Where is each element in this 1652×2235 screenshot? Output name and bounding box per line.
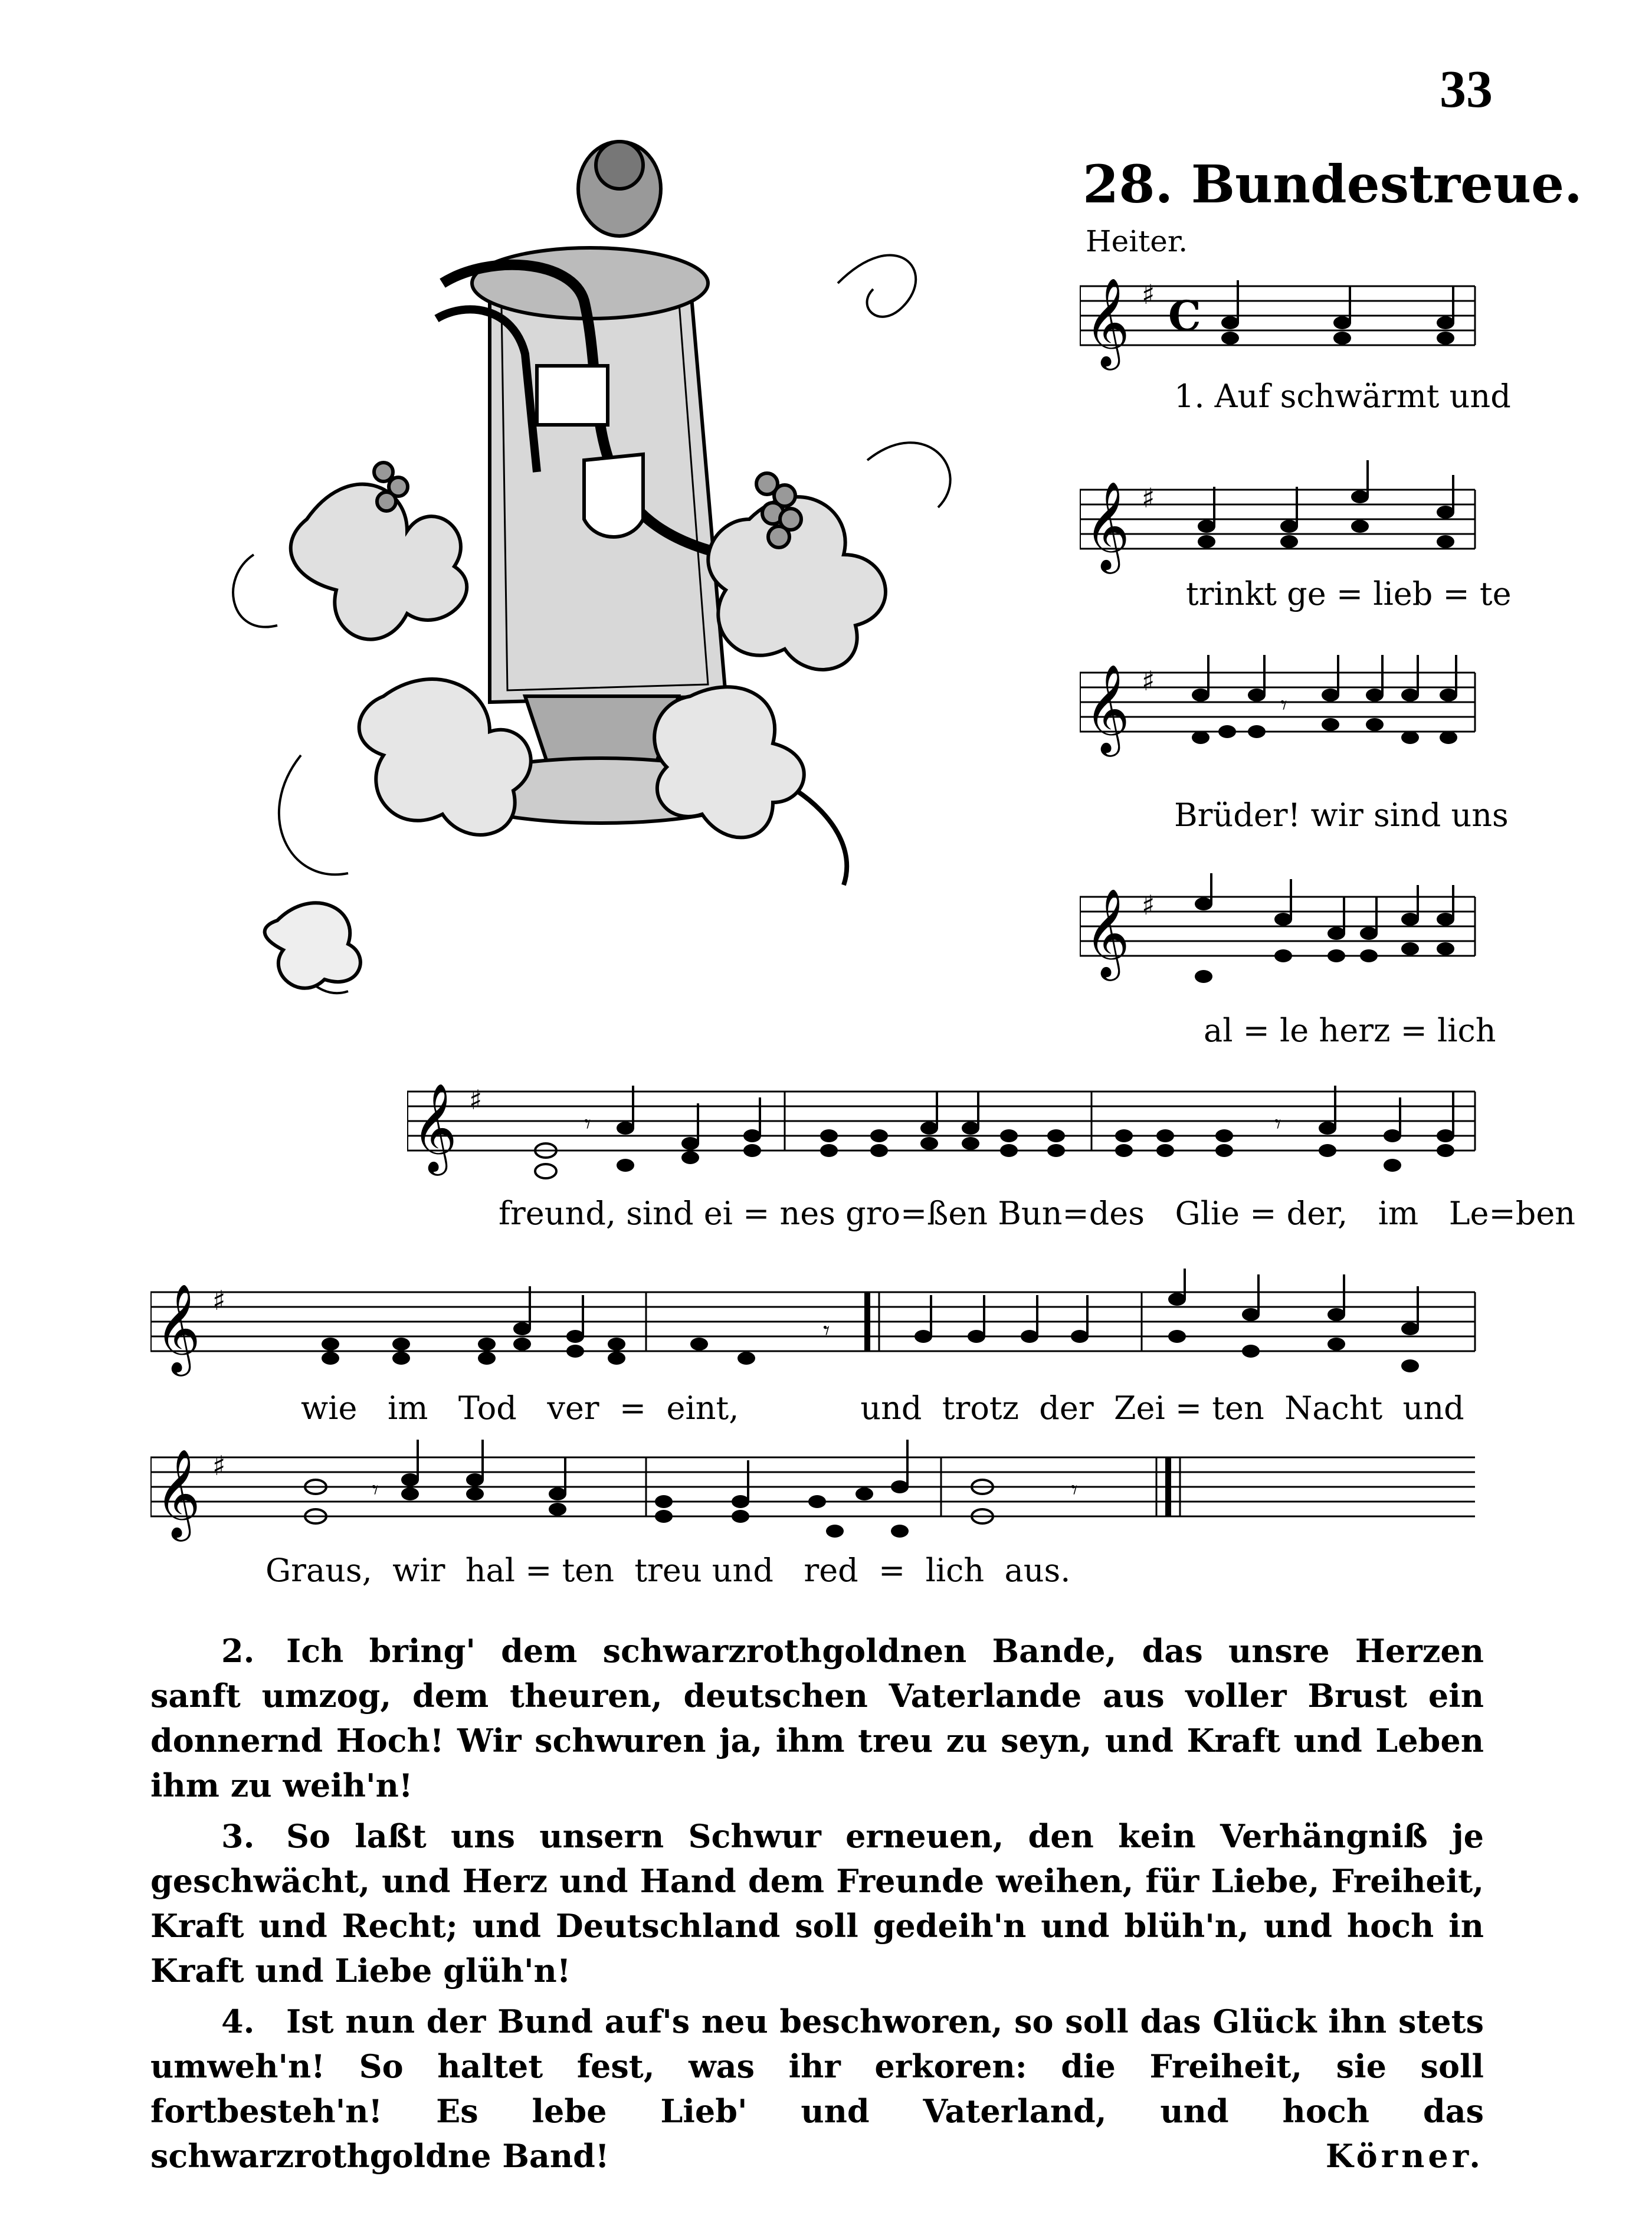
song-title: 28. Bundestreue. (1083, 153, 1582, 215)
verse-number: 4. (221, 2003, 255, 2040)
verse-text: Ich bring' dem schwarzrothgoldnen Bande, das unsre Herzen sanft umzog, dem theuren, deutschen Vaterlande aus voller Brust ein donnernd Hoch! Wir schwuren ja, ihm treu zu seyn, und Kraft und Leben ihm zu weih'n! (150, 1632, 1484, 1804)
svg-text:𝄾: 𝄾 (372, 1475, 379, 1505)
music-staff-7 (150, 1434, 1481, 1558)
svg-text:♯: ♯ (1142, 665, 1155, 697)
svg-text:𝄾: 𝄾 (1274, 1109, 1281, 1139)
svg-text:𝄾: 𝄾 (823, 1316, 830, 1346)
music-staff-6 (150, 1269, 1481, 1392)
music-staff-4 (1080, 873, 1481, 1003)
music-staff-1 (1080, 268, 1481, 386)
verse-2 (150, 1628, 1484, 1808)
lyric-line-5: freund, sind ei = nes gro=ßen Bun=des Glie = der, im Le=ben (499, 1195, 1576, 1232)
tempo-marking: Heiter. (1086, 224, 1188, 258)
svg-text:𝄾: 𝄾 (1071, 1475, 1078, 1505)
svg-text:♯: ♯ (212, 1450, 226, 1482)
verse-text: So laßt uns unsern Schwur erneuen, den kein Verhängniß je geschwächt, und Herz und Hand dem Freunde weihen, für Liebe, Freiheit, Kraft und Recht; und Deutschland soll gedeih'n und blüh'n, und hoch in Kraft und Liebe glüh'n! (150, 1817, 1484, 1990)
verse-number: 3. (221, 1817, 255, 1855)
svg-text:♯: ♯ (1142, 278, 1155, 310)
lyric-line-4: al = le herz = lich (1204, 1012, 1496, 1049)
music-staff-5 (407, 1068, 1481, 1198)
lyric-line-2: trinkt ge = lieb = te (1186, 575, 1512, 612)
svg-text:𝄞: 𝄞 (1084, 887, 1130, 977)
svg-text:𝄾: 𝄾 (584, 1109, 591, 1139)
verse-number: 2. (221, 1632, 255, 1670)
page-number: 33 (1440, 60, 1493, 119)
verse-4 (150, 1999, 1484, 2178)
svg-text:𝄞: 𝄞 (1084, 277, 1130, 366)
tankard-vine-illustration (159, 106, 1032, 1050)
verses-block (150, 1628, 1484, 2184)
lyric-line-3: Brüder! wir sind uns (1174, 797, 1509, 834)
svg-text:𝄞: 𝄞 (1084, 663, 1130, 753)
lyric-line-6: wie im Tod ver = eint, und trotz der Zei = ten Nacht und (301, 1389, 1464, 1427)
author-name: Körner. (1325, 2137, 1484, 2175)
svg-text:♯: ♯ (1142, 482, 1155, 514)
svg-text:♯: ♯ (469, 1084, 483, 1116)
verse-text: Ist nun der Bund auf's neu beschworen, so soll das Glück ihn stets umweh'n! So haltet fest, was ihr erkoren: die Freiheit, sie soll fortbesteh'n! Es lebe Lieb' und Vaterland, und hoch das schwarzrothgoldne Band! (150, 2003, 1484, 2175)
music-staff-2 (1080, 460, 1481, 578)
svg-text:C: C (1168, 291, 1201, 340)
music-staff-3 (1080, 649, 1481, 785)
svg-text:𝄞: 𝄞 (412, 1082, 457, 1172)
svg-text:♯: ♯ (1142, 889, 1155, 921)
svg-text:𝄾: 𝄾 (1280, 690, 1287, 720)
verse-3 (150, 1814, 1484, 1993)
svg-text:𝄞: 𝄞 (1084, 480, 1130, 570)
svg-text:𝄞: 𝄞 (155, 1448, 201, 1538)
lyric-line-1: 1. Auf schwärmt und (1174, 378, 1511, 415)
svg-text:𝄞: 𝄞 (155, 1283, 201, 1372)
lyric-line-7: Graus, wir hal = ten treu und red = lich aus. (266, 1552, 1071, 1589)
svg-text:♯: ♯ (212, 1284, 226, 1316)
